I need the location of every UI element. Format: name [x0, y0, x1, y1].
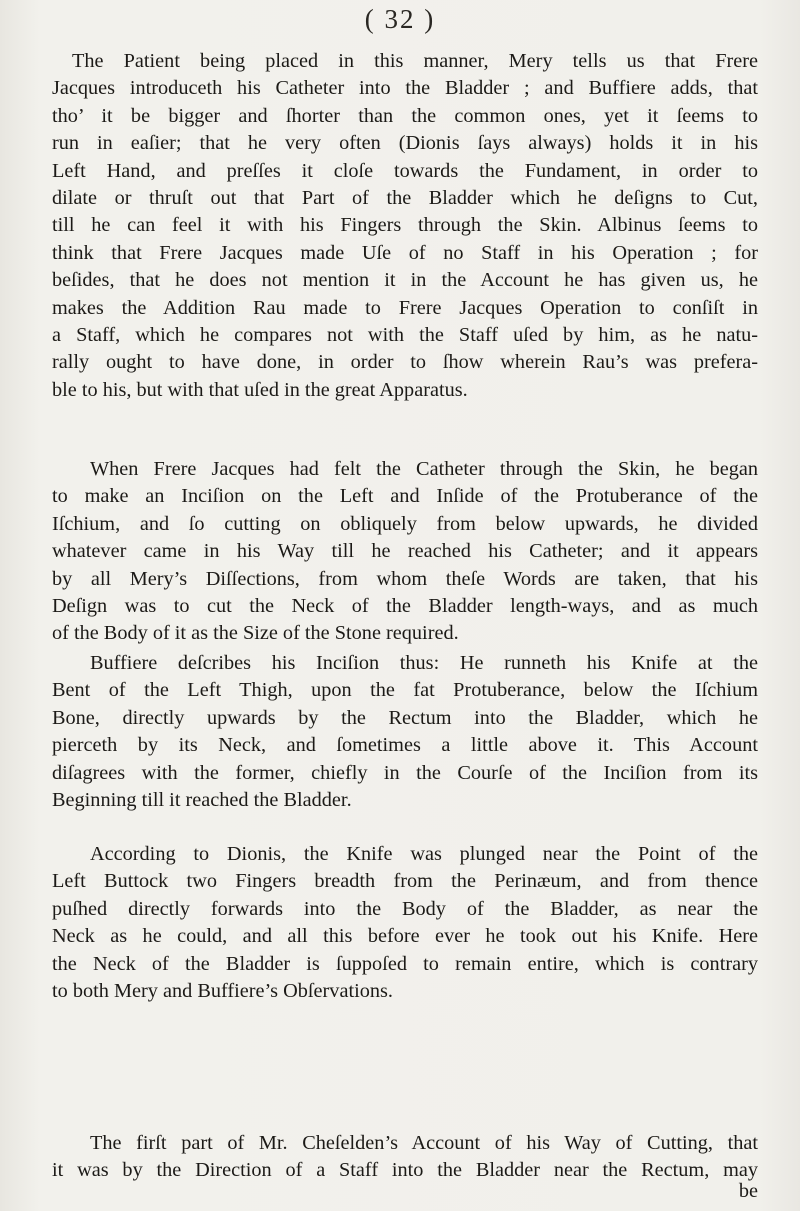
text-line: think that Frere Jacques made Uſe of no Staff in his Operation ; for	[52, 241, 758, 264]
text-line: by all Mery’s Diſſections, from whom theſe Words are taken, that his	[52, 567, 758, 590]
text-line: of the Body of it as the Size of the Stone required.	[52, 622, 459, 645]
text-line: Buffiere deſcribes his Inciſion thus: He runneth his Knife at the	[90, 652, 758, 674]
text-line: Bone, directly upwards by the Rectum into the Bladder, which he	[52, 706, 758, 729]
catchword: be	[738, 1180, 758, 1202]
text-line: puſhed directly forwards into the Body of the Bladder, as near the	[52, 897, 758, 920]
text-line: whatever came in his Way till he reached his Catheter; and it appears	[52, 540, 758, 563]
text-line: Iſchium, and ſo cutting on obliquely from below upwards, he divided	[52, 512, 758, 535]
text-line: The firſt part of Mr. Cheſelden’s Account of his Way of Cutting, that	[90, 1132, 758, 1154]
text-line: Bent of the Left Thigh, upon the fat Protuberance, below the Iſchium	[52, 679, 758, 702]
text-line: The Patient being placed in this manner, Mery tells us that Frere	[72, 50, 758, 72]
text-line: pierceth by its Neck, and ſometimes a little above it. This Account	[52, 734, 758, 757]
text-line: When Frere Jacques had felt the Catheter through the Skin, he began	[90, 458, 758, 480]
text-line: Left Buttock two Fingers breadth from the Perinæum, and from thence	[52, 870, 758, 893]
text-line: Left Hand, and preſſes it cloſe towards the Fundament, in order to	[52, 159, 758, 182]
paragraph-5	[52, 1130, 758, 1185]
text-line: to both Mery and Buffiere’s Obſervations.	[52, 979, 393, 1002]
text-line: Neck as he could, and all this before ever he took out his Knife. Here	[52, 925, 758, 948]
page-number: ( 32 )	[364, 4, 436, 34]
text-line: beſides, that he does not mention it in the Account he has given us, he	[52, 269, 758, 292]
text-line: diſagrees with the former, chiefly in the Courſe of the Inciſion from its	[52, 761, 758, 784]
paragraph-4	[52, 841, 758, 1005]
text-line: till he can feel it with his Fingers through the Skin. Albinus ſeems to	[52, 214, 758, 237]
paragraph-1	[52, 48, 758, 404]
text-line: According to Dionis, the Knife was plunged near the Point of the	[90, 843, 758, 865]
text-line: run in eaſier; that he very often (Dionis ſays always) holds it in his	[52, 132, 758, 155]
text-line: rally ought to have done, in order to ſhow wherein Rau’s was prefera-	[52, 351, 758, 374]
text-line: it was by the Direction of a Staff into the Bladder near the Rectum, may	[52, 1159, 758, 1182]
paragraph-3	[52, 650, 758, 814]
text-line: Deſign was to cut the Neck of the Bladder length-ways, and as much	[52, 594, 758, 617]
text-line: a Staff, which he compares not with the Staff uſed by him, as he natu-	[52, 323, 758, 346]
text-line: ble to his, but with that uſed in the great Apparatus.	[52, 378, 468, 401]
text-line: the Neck of the Bladder is ſuppoſed to remain entire, which is contrary	[52, 952, 758, 975]
text-line: makes the Addition Rau made to Frere Jacques Operation to conſiſt in	[52, 296, 758, 319]
paragraph-2	[52, 456, 758, 648]
text-line: dilate or thruſt out that Part of the Bladder which he deſigns to Cut,	[52, 186, 758, 209]
text-line: Jacques introduceth his Catheter into the Bladder ; and Buffiere adds, that	[52, 77, 758, 100]
text-line: to make an Inciſion on the Left and Inſide of the Protuberance of the	[52, 485, 758, 508]
text-line: Beginning till it reached the Bladder.	[52, 788, 352, 811]
text-line: tho’ it be bigger and ſhorter than the common ones, yet it ſeems to	[52, 104, 758, 127]
